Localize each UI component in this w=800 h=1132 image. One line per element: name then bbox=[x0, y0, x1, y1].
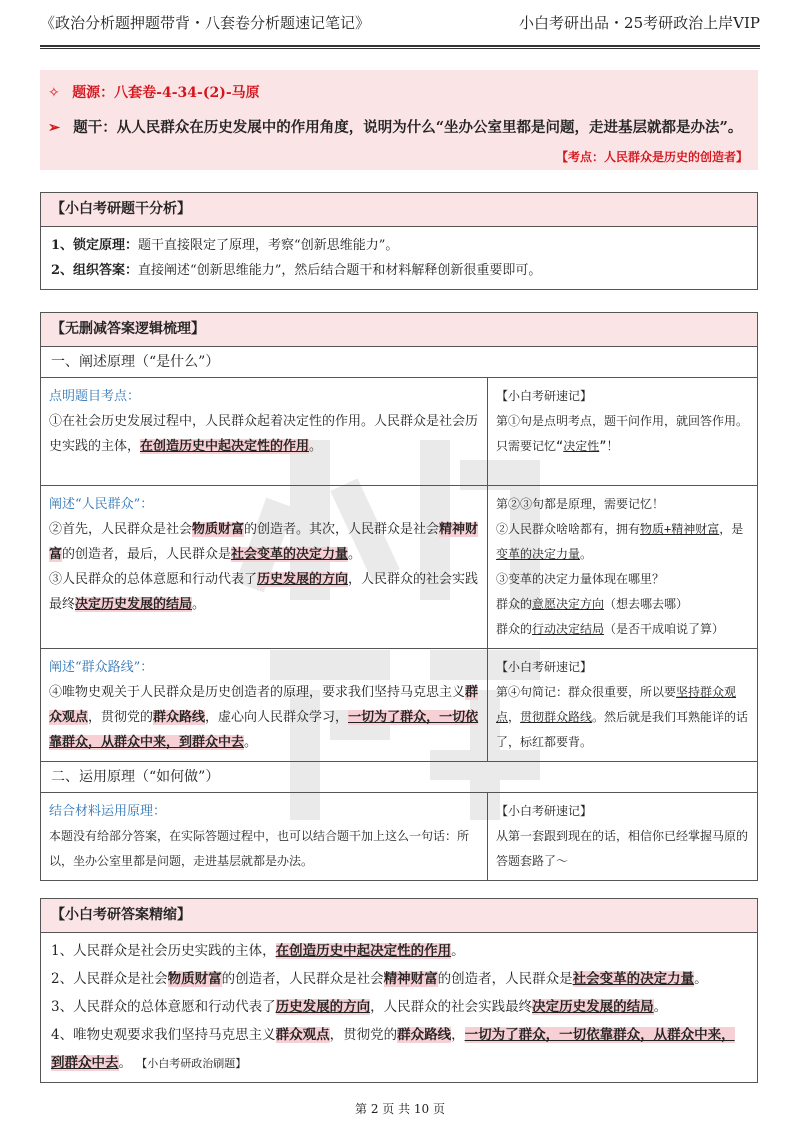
row1-note bbox=[488, 378, 758, 486]
s1a: 1、人民群众是社会历史实践的主体， bbox=[51, 943, 276, 959]
table-row bbox=[41, 649, 757, 762]
s3a: 3、人民群众的总体意愿和行动代表了 bbox=[51, 999, 276, 1015]
r3-ne: 。然后就是我们耳熟能详的话了，标红都要背。 bbox=[496, 710, 749, 749]
r2-p2b: 历史发展的方向 bbox=[257, 572, 349, 587]
row1-note-a: 第①句是点明考点，题干问作用，就回答作用。只需要记忆“ bbox=[496, 414, 749, 453]
row1-text bbox=[49, 409, 479, 459]
r2-p1c: 的创造者。其次，人民群众是社会 bbox=[244, 522, 440, 537]
s4f: 一切为了群众，一切依靠群众，从群众中来，到群众中去 bbox=[51, 1027, 735, 1071]
row1-note-b: 决定性 bbox=[563, 439, 600, 453]
stem-text: 从人民群众在历史发展中的作用角度，说明为什么“坐办公室里都是问题，走进基层就都是办法”。 bbox=[116, 119, 743, 136]
header-right: 小白考研出品・25考研政治上岸VIP bbox=[519, 13, 760, 32]
s3b: 历史发展的方向 bbox=[275, 999, 371, 1015]
s4g: 。 bbox=[118, 1055, 132, 1071]
s1c: 。 bbox=[451, 943, 465, 959]
s2f: 社会变革的决定力量 bbox=[572, 971, 695, 987]
summary-line-4 bbox=[41, 1021, 757, 1078]
row4-text: 本题没有给部分答案，在实际答题过程中，也可以结合题干加上这么一句话：所以，坐办公室里都是问题，走进基层就都是办法。 bbox=[49, 829, 470, 868]
r2-n2c: ，是 bbox=[719, 522, 744, 536]
lock-principle-text: 题干直接限定了原理，考察“创新思维能力”。 bbox=[138, 238, 399, 253]
header-rule bbox=[40, 45, 760, 47]
row3-note-text bbox=[496, 680, 749, 755]
r2-n2b: 物质+精神财富 bbox=[640, 522, 720, 536]
organize-answer-label: 2、组织答案： bbox=[51, 263, 139, 278]
s2c: 的创造者，人民群众是社会 bbox=[221, 971, 384, 987]
r2-p1d: 精神财富 bbox=[49, 522, 479, 562]
r3-nd: 贯彻群众路线 bbox=[520, 710, 593, 724]
r2-n2a: ②人民群众啥啥都有，拥有 bbox=[496, 522, 641, 536]
r2-p1e: 的创造者，最后，人民群众是 bbox=[62, 547, 232, 562]
organize-answer-text: 直接阐述“创新思维能力”，然后结合题干和材料解释创新很重要即可。 bbox=[138, 263, 542, 278]
s2g: 。 bbox=[694, 971, 708, 987]
header-rule-thin bbox=[40, 48, 760, 49]
logic-box bbox=[40, 312, 758, 881]
r2-note-1: 第②③句都是原理，需要记忆！ bbox=[496, 497, 665, 511]
r2-p1g: 。 bbox=[348, 547, 362, 562]
r2-p2e: 。 bbox=[192, 597, 206, 612]
row2-para2 bbox=[49, 567, 479, 617]
s4e: ， bbox=[451, 1027, 465, 1043]
summary-title: 【小白考研答案精缩】 bbox=[41, 899, 757, 933]
stem-label: 题干： bbox=[73, 119, 117, 136]
row4-left bbox=[41, 793, 488, 881]
r2-p1f: 社会变革的决定力量 bbox=[231, 547, 349, 562]
s2b: 物质财富 bbox=[167, 971, 222, 987]
row1-heading: 点明题目考点： bbox=[49, 389, 141, 404]
table-row bbox=[41, 378, 757, 486]
r3-c: ，贯彻党的 bbox=[88, 710, 154, 725]
table-row bbox=[41, 793, 757, 881]
page-footer: 第 2 页 共 10 页 bbox=[355, 1102, 445, 1116]
summary-line-3 bbox=[41, 993, 757, 1021]
r2-p2d: 决定历史发展的结局 bbox=[75, 597, 193, 612]
kaodian-tag: 【考点：人民群众是历史的创造者】 bbox=[555, 150, 748, 164]
row2-heading: 阐述“人民群众”： bbox=[49, 497, 154, 512]
question-box bbox=[40, 70, 758, 170]
logic-table-2 bbox=[41, 792, 757, 880]
row2-para1 bbox=[49, 517, 479, 567]
r3-a: ④唯物史观关于人民群众是历史创造者的原理，要求我们坚持马克思主义 bbox=[49, 685, 466, 700]
section-what: 一、阐述原理（“是什么”） bbox=[41, 346, 757, 377]
row2-note bbox=[488, 486, 758, 649]
page-header bbox=[40, 0, 760, 44]
r2-n5b: 行动决定结局 bbox=[532, 622, 605, 636]
r2-n4c: （想去哪去哪） bbox=[604, 597, 689, 611]
r3-d: 群众路线 bbox=[153, 710, 206, 725]
row3-note bbox=[488, 649, 758, 762]
row1-note-c: ”！ bbox=[599, 439, 619, 453]
row2-left bbox=[41, 486, 488, 649]
row1-note-title: 【小白考研速记】 bbox=[496, 389, 593, 403]
row3-text bbox=[49, 680, 479, 755]
s1b: 在创造历史中起决定性的作用 bbox=[275, 943, 452, 959]
r3-e: ，虚心向人民群众学习， bbox=[205, 710, 349, 725]
row1-text-c: 。 bbox=[309, 439, 323, 454]
row4-note-text: 从第一套跟到现在的话，相信你已经掌握马原的答题套路了～ bbox=[496, 829, 749, 868]
analysis-box bbox=[40, 192, 758, 290]
arrow-icon: ➢ bbox=[48, 119, 61, 136]
r2-p2a: ③人民群众的总体意愿和行动代表了 bbox=[49, 572, 258, 587]
analysis-line-2 bbox=[41, 258, 757, 283]
table-row bbox=[41, 486, 757, 649]
r2-p2c: ，人民群众的社会实践最终 bbox=[49, 572, 479, 612]
r3-nb: 坚持群众观点 bbox=[496, 685, 737, 724]
r2-n5c: （是否干成咱说了算） bbox=[604, 622, 725, 636]
s3d: 决定历史发展的结局 bbox=[532, 999, 654, 1015]
r2-p1a: ②首先，人民群众是社会 bbox=[49, 522, 193, 537]
s2a: 2、人民群众是社会 bbox=[51, 971, 168, 987]
header-left: 《政治分析题押题带背・八套卷分析题速记笔记》 bbox=[40, 13, 371, 32]
s4a: 4、唯物史观要求我们坚持马克思主义 bbox=[51, 1027, 276, 1043]
row3-note-title: 【小白考研速记】 bbox=[496, 660, 593, 674]
r2-n2e: 。 bbox=[580, 547, 593, 561]
source-row bbox=[48, 82, 260, 102]
source-label: 题源：八套卷-4-34-(2)-马原 bbox=[72, 85, 260, 101]
r2-note-4 bbox=[496, 592, 749, 617]
summary-tag: 【小白考研政治刷题】 bbox=[136, 1057, 247, 1070]
analysis-title: 【小白考研题干分析】 bbox=[41, 193, 757, 227]
r2-note-2 bbox=[496, 517, 749, 567]
s3e: 。 bbox=[653, 999, 668, 1015]
r2-n4b: 意愿决定方向 bbox=[532, 597, 605, 611]
r2-note-3: ③变革的决定力量体现在哪里？ bbox=[496, 572, 665, 586]
r2-note-5 bbox=[496, 617, 749, 642]
r3-na: 第④句简记：群众很重要，所以要 bbox=[496, 685, 677, 699]
s3c: ，人民群众的社会实践最终 bbox=[370, 999, 533, 1015]
row1-note-text bbox=[496, 409, 749, 459]
summary-box bbox=[40, 898, 758, 1083]
r2-n2d: 变革的决定力量 bbox=[496, 547, 581, 561]
r2-p1b: 物质财富 bbox=[192, 522, 245, 537]
row3-heading: 阐述“群众路线”： bbox=[49, 660, 154, 675]
row4-note bbox=[488, 793, 758, 881]
section-how: 二、运用原理（“如何做”） bbox=[41, 761, 757, 792]
r3-b: 群众观点 bbox=[49, 685, 479, 725]
lock-principle-label: 1、锁定原理： bbox=[51, 238, 139, 253]
row1-highlight: 在创造历史中起决定性的作用 bbox=[140, 439, 310, 454]
summary-line-2 bbox=[41, 965, 757, 993]
s2d: 精神财富 bbox=[383, 971, 438, 987]
row1-left bbox=[41, 378, 488, 486]
s4b: 群众观点 bbox=[275, 1027, 330, 1043]
r3-g: 。 bbox=[244, 735, 258, 750]
row1-text-a: ①在社会历史发展过程中，人民群众起着决定性的作用。人民群众是社会历史实践的主体， bbox=[49, 414, 479, 454]
r2-n5a: 群众的 bbox=[496, 622, 533, 636]
row4-heading: 结合材料运用原理： bbox=[49, 804, 167, 819]
diamond-icon: ✧ bbox=[48, 85, 60, 101]
r3-f: 一切为了群众，一切依靠群众，从群众中来，到群众中去 bbox=[49, 710, 479, 750]
s2e: 的创造者，人民群众是 bbox=[437, 971, 573, 987]
s4d: 群众路线 bbox=[397, 1027, 452, 1043]
logic-title: 【无删减答案逻辑梳理】 bbox=[41, 313, 757, 346]
r2-n4a: 群众的 bbox=[496, 597, 533, 611]
s4c: ，贯彻党的 bbox=[329, 1027, 398, 1043]
stem-row bbox=[48, 116, 742, 137]
summary-line-1 bbox=[41, 937, 757, 965]
analysis-line-1 bbox=[41, 233, 757, 258]
r3-nc: ， bbox=[508, 710, 521, 724]
row3-left bbox=[41, 649, 488, 762]
logic-table-1 bbox=[41, 377, 757, 761]
row4-note-title: 【小白考研速记】 bbox=[496, 804, 593, 818]
